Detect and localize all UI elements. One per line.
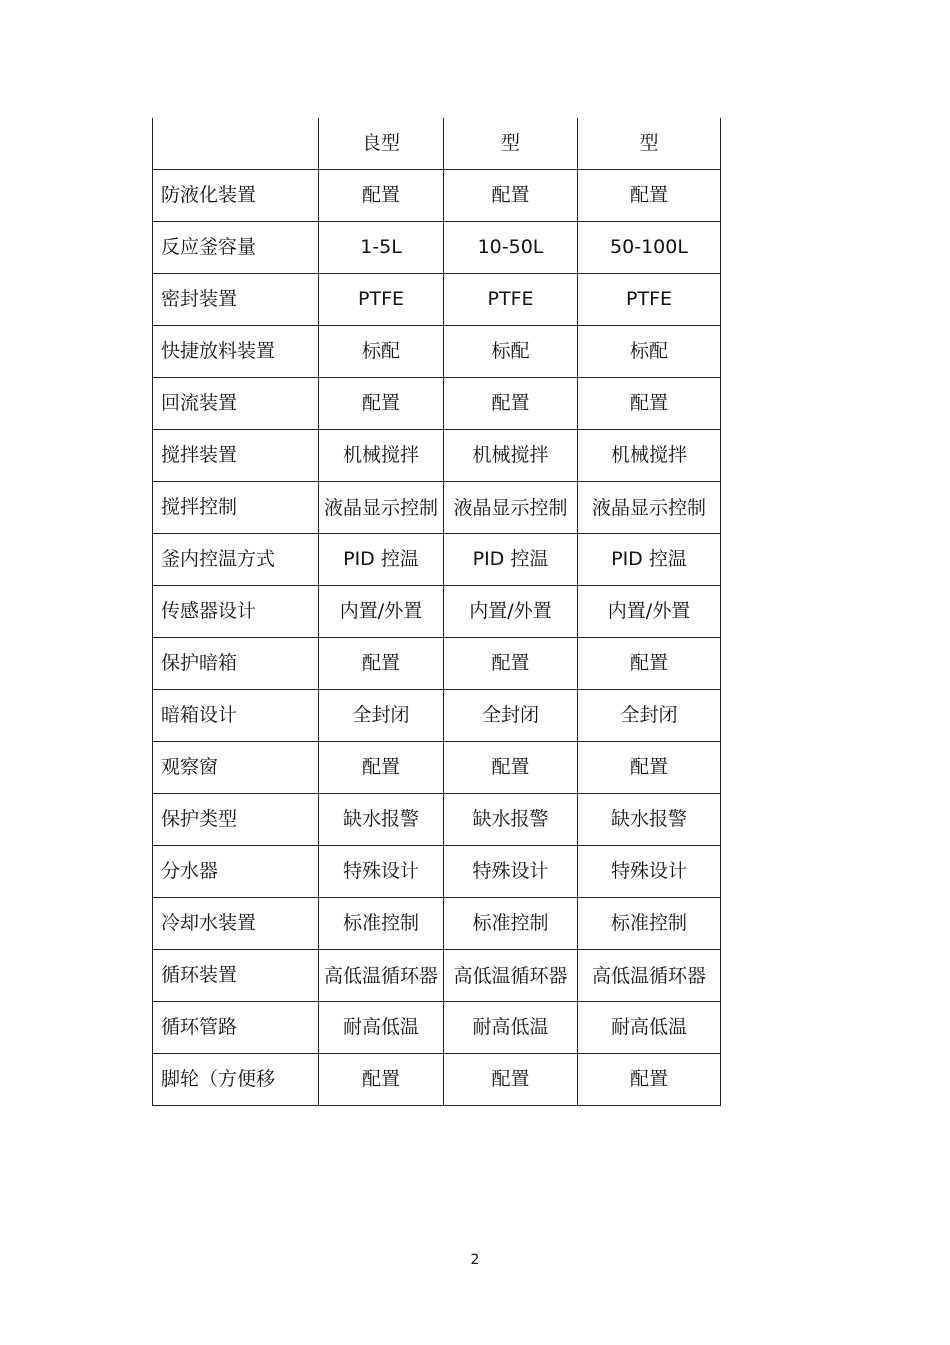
value-cell: 标配 — [578, 326, 721, 378]
value-cell: 配置 — [444, 638, 578, 690]
value-cell: 机械搅拌 — [319, 430, 444, 482]
value-cell: 配置 — [319, 1054, 444, 1106]
table-row — [153, 586, 721, 638]
row-label-cell: 搅拌装置 — [153, 430, 319, 482]
value-cell: 高低温循环器 — [444, 950, 578, 1002]
table-row — [153, 1002, 721, 1054]
value-cell: 缺水报警 — [319, 794, 444, 846]
table-row — [153, 482, 721, 534]
spec-table-body — [153, 118, 721, 1106]
value-cell: 配置 — [578, 1054, 721, 1106]
table-row — [153, 326, 721, 378]
header-cell: 型 — [444, 118, 578, 170]
value-cell: 配置 — [578, 638, 721, 690]
header-cell: 良型 — [319, 118, 444, 170]
value-cell: 内置/外置 — [444, 586, 578, 638]
row-label-cell: 快捷放料装置 — [153, 326, 319, 378]
page-number: 2 — [470, 1252, 480, 1268]
value-cell: PTFE — [319, 274, 444, 326]
row-label-cell: 保护类型 — [153, 794, 319, 846]
value-cell: PID 控温 — [444, 534, 578, 586]
value-cell: PID 控温 — [578, 534, 721, 586]
row-label-cell: 分水器 — [153, 846, 319, 898]
value-cell: 特殊设计 — [578, 846, 721, 898]
value-cell: 配置 — [444, 742, 578, 794]
value-cell: 标配 — [444, 326, 578, 378]
row-label-cell: 密封装置 — [153, 274, 319, 326]
table-row — [153, 430, 721, 482]
table-row — [153, 794, 721, 846]
table-row — [153, 742, 721, 794]
table-header-row — [153, 118, 721, 170]
value-cell: 配置 — [578, 378, 721, 430]
table-row — [153, 534, 721, 586]
value-cell: 液晶显示控制 — [578, 482, 721, 534]
row-label-cell: 循环装置 — [153, 950, 319, 1002]
value-cell: 特殊设计 — [319, 846, 444, 898]
value-cell: 耐高低温 — [578, 1002, 721, 1054]
row-label-cell: 回流装置 — [153, 378, 319, 430]
table-row — [153, 170, 721, 222]
table-row — [153, 378, 721, 430]
value-cell: 液晶显示控制 — [444, 482, 578, 534]
value-cell: 内置/外置 — [319, 586, 444, 638]
value-cell: 标准控制 — [444, 898, 578, 950]
value-cell: 1-5L — [319, 222, 444, 274]
value-cell: 10-50L — [444, 222, 578, 274]
value-cell: PTFE — [444, 274, 578, 326]
table-row — [153, 222, 721, 274]
value-cell: 全封闭 — [319, 690, 444, 742]
value-cell: 高低温循环器 — [319, 950, 444, 1002]
row-label-cell: 反应釜容量 — [153, 222, 319, 274]
value-cell: PTFE — [578, 274, 721, 326]
row-label-cell: 传感器设计 — [153, 586, 319, 638]
value-cell: 配置 — [444, 1054, 578, 1106]
row-label-cell: 循环管路 — [153, 1002, 319, 1054]
row-label-cell: 脚轮（方便移 — [153, 1054, 319, 1106]
value-cell: 配置 — [319, 742, 444, 794]
value-cell: 机械搅拌 — [444, 430, 578, 482]
value-cell: 内置/外置 — [578, 586, 721, 638]
value-cell: 配置 — [319, 170, 444, 222]
table-row — [153, 1054, 721, 1106]
value-cell: 全封闭 — [444, 690, 578, 742]
row-label-cell: 搅拌控制 — [153, 482, 319, 534]
value-cell: 耐高低温 — [444, 1002, 578, 1054]
header-cell: 型 — [578, 118, 721, 170]
value-cell: 50-100L — [578, 222, 721, 274]
spec-table — [152, 118, 721, 1106]
value-cell: 配置 — [319, 638, 444, 690]
row-label-cell: 暗箱设计 — [153, 690, 319, 742]
value-cell: PID 控温 — [319, 534, 444, 586]
value-cell: 标配 — [319, 326, 444, 378]
value-cell: 全封闭 — [578, 690, 721, 742]
value-cell: 配置 — [444, 378, 578, 430]
row-label-cell: 釜内控温方式 — [153, 534, 319, 586]
row-label-cell: 保护暗箱 — [153, 638, 319, 690]
value-cell: 液晶显示控制 — [319, 482, 444, 534]
value-cell: 配置 — [319, 378, 444, 430]
value-cell: 配置 — [578, 742, 721, 794]
header-cell — [153, 118, 319, 170]
value-cell: 缺水报警 — [578, 794, 721, 846]
value-cell: 缺水报警 — [444, 794, 578, 846]
table-row — [153, 846, 721, 898]
value-cell: 配置 — [444, 170, 578, 222]
value-cell: 高低温循环器 — [578, 950, 721, 1002]
value-cell: 耐高低温 — [319, 1002, 444, 1054]
row-label-cell: 冷却水装置 — [153, 898, 319, 950]
table-row — [153, 950, 721, 1002]
value-cell: 机械搅拌 — [578, 430, 721, 482]
row-label-cell: 防液化装置 — [153, 170, 319, 222]
row-label-cell: 观察窗 — [153, 742, 319, 794]
value-cell: 标准控制 — [578, 898, 721, 950]
value-cell: 标准控制 — [319, 898, 444, 950]
table-row — [153, 274, 721, 326]
value-cell: 配置 — [578, 170, 721, 222]
table-row — [153, 898, 721, 950]
table-row — [153, 638, 721, 690]
table-row — [153, 690, 721, 742]
value-cell: 特殊设计 — [444, 846, 578, 898]
